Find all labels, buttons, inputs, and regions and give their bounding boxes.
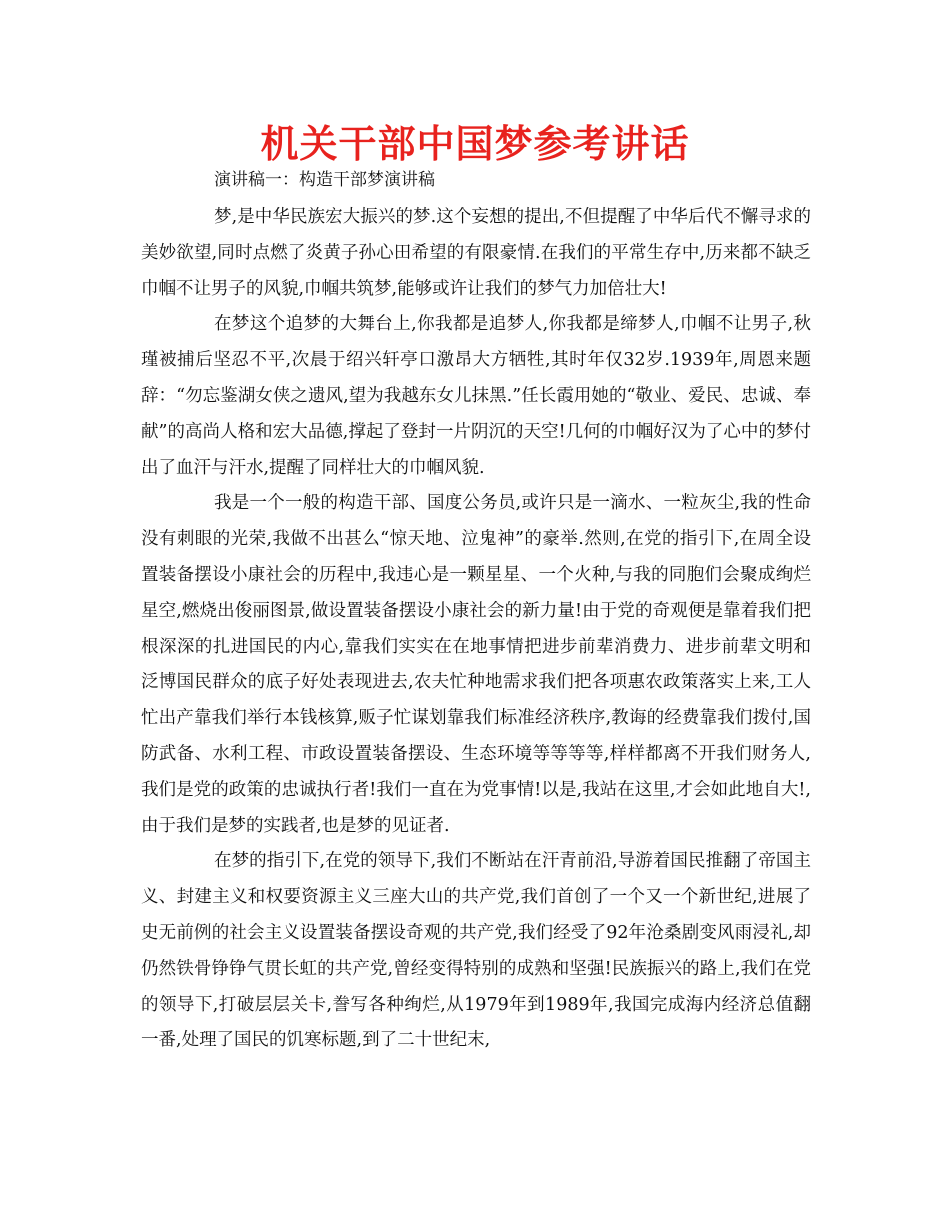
paragraph-4: 在梦的指引下,在党的领导下,我们不断站在汗青前沿,导游着国民推翻了帝国主义、封建主义和权要资源主义三座大山的共产党,我们首创了一个又一个新世纪,进展了史无前例的社会主义设置装备摆设奇观的共产党,我们经受了92年沧桑剧变风雨浸礼,却仍然铁骨铮铮气贯长虹的共产党,曾经变得特别的成熟和坚强!民族振兴的路上,我们在党的领导下,打破层层关卡,誊写各种绚烂,从1979年到1989年,我国完成海内经济总值翻一番,处理了国民的饥寒标题,到了二十世纪末, — [141, 851, 811, 1051]
paragraph-3: 我是一个一般的构造干部、国度公务员,或许只是一滴水、一粒灰尘,我的性命没有刺眼的光荣,我做不出甚么“惊天地、泣鬼神”的豪举.然则,在党的指引下,在周全设置装备摆设小康社会的历程中,我违心是一颗星星、一个火种,与我的同胞们会聚成绚烂星空,燃烧出俊丽图景,做设置装备摆设小康社会的新力量!由于党的奇观便是靠着我们把根深深的扎进国民的内心,靠我们实实在在地事情把进步前辈消费力、进步前辈文明和泛博国民群众的底子好处表现进去,农夫忙种地需求我们把各项惠农政策落实上来,工人忙出产靠我们举行本钱核算,贩子忙谋划靠我们标准经济秩序,教诲的经费靠我们拨付,国防武备、水利工程、市政设置装备摆设、生态环境等等等等,样样都离不开我们财务人,我们是党的政策的忠诚执行者!我们一直在为党事情!以是,我站在这里,才会如此地自大!,由于我们是梦的实践者,也是梦的见证者. — [141, 493, 811, 836]
document-title: 机关干部中国梦参考讲话 — [260, 122, 690, 166]
paragraph-1: 梦,是中华民族宏大振兴的梦.这个妄想的提出,不但提醒了中华后代不懈寻求的美妙欲望,同时点燃了炎黄子孙心田希望的有限豪情.在我们的平常生存中,历来都不缺乏巾帼不让男子的风貌,巾帼共筑梦,能够或许让我们的梦气力加倍壮大! — [141, 207, 811, 299]
document-subtitle: 演讲稿一：构造干部梦演讲稿 — [214, 170, 435, 190]
paragraph-2: 在梦这个追梦的大舞台上,你我都是追梦人,你我都是缔梦人,巾帼不让男子,秋瑾被捕后坚忍不平,次晨于绍兴轩亭口激昂大方牺牲,其时年仅32岁.1939年,周恩来题辞：“勿忘鉴湖女侠之遗风,望为我越东女儿抹黑.”任长霞用她的“敬业、爱民、忠诚、奉献”的高尚人格和宏大品德,撑起了登封一片阴沉的天空!几何的巾帼好汉为了心中的梦付出了血汗与汗水,提醒了同样壮大的巾帼风貌. — [141, 314, 811, 478]
document-body — [141, 200, 811, 1059]
